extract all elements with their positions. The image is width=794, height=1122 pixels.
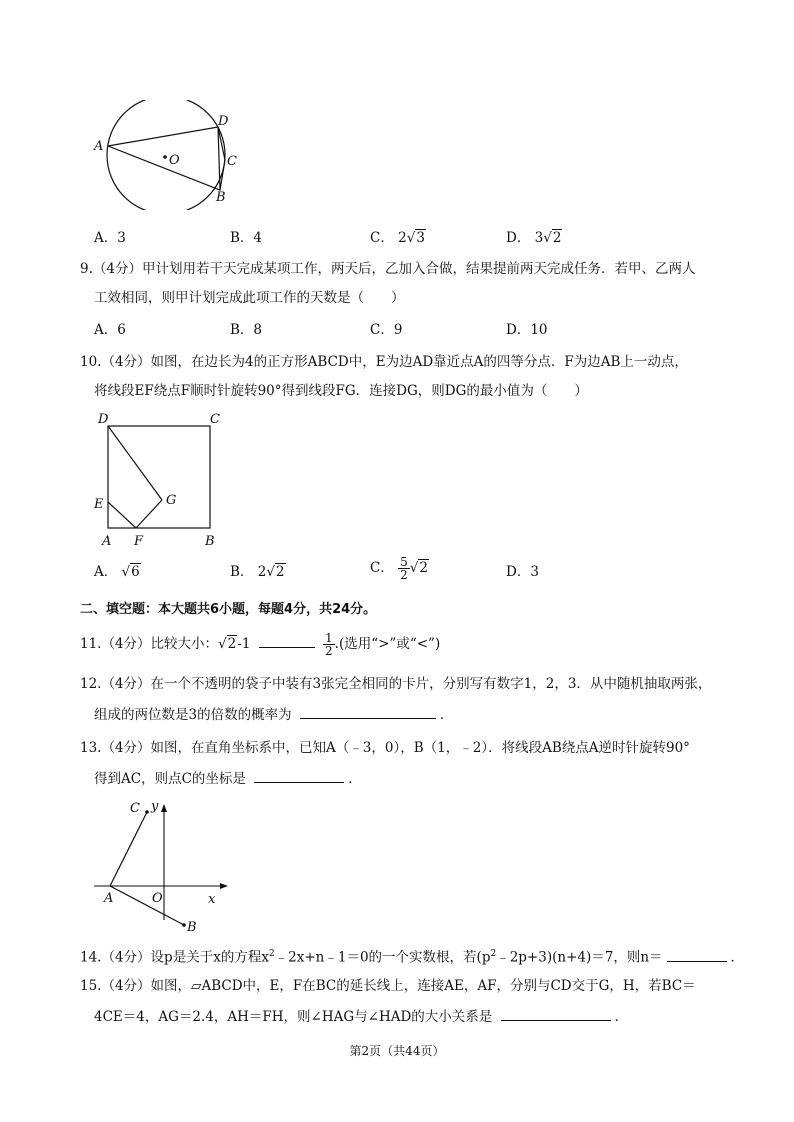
page-footer: 第2页（共44页） <box>349 1044 445 1058</box>
figure-q8-circle <box>90 100 250 210</box>
q9-option-a[interactable]: A．6 <box>94 322 126 338</box>
q8-option-b[interactable]: B．4 <box>230 230 263 246</box>
q9-option-b[interactable]: B．8 <box>230 322 263 338</box>
segment-dg <box>108 426 162 500</box>
section-fill-in-blank-heading: 二、填空题：本大题共6小题，每题4分，共24分。 <box>80 602 377 617</box>
q9-option-c[interactable]: C．9 <box>370 322 403 338</box>
q10-option-d[interactable]: D．3 <box>506 564 539 580</box>
q13-text-line1: 13.（4分）如图，在直角坐标系中，已知A（﹣3，0），B（1，﹣2）．将线段AB绕点A逆时针旋转90° <box>80 740 690 756</box>
label-c: C <box>130 801 140 816</box>
x-axis-arrow <box>220 883 228 889</box>
fraction-5-over-2: $\frac{5}{2}$ <box>400 555 408 582</box>
label-a: A <box>102 534 112 549</box>
q14-text: 14.（4分）设p是关于x的方程$x^2﹣2x+n﹣1=0$的一个实数根，若$(p^2﹣2p+3)(n+4)=7$，则n＝ ． <box>80 944 744 968</box>
label-e: E <box>94 497 104 512</box>
label-d: D <box>218 114 229 129</box>
point-b <box>182 923 186 927</box>
segment-ab <box>110 886 184 925</box>
circle-o <box>107 100 225 210</box>
q10-option-c[interactable]: C． $\frac{5}{2}$ √2 <box>370 555 428 582</box>
q9-text-line2: 工效相同，则甲计划完成此项工作的天数是（ ） <box>94 290 405 306</box>
q11-text: 11.（4分）比较大小：√2-1 $\frac{1}{2}$ .(选用“>”或“<”) <box>80 631 441 658</box>
q8-option-c[interactable]: C． 2√3 <box>370 230 425 246</box>
label-b: B <box>187 920 197 935</box>
label-y: y <box>151 799 159 814</box>
q15-answer-blank[interactable] <box>501 1006 611 1021</box>
segment-fg <box>136 500 162 528</box>
q12-answer-blank[interactable] <box>300 704 436 719</box>
figure-q13-coordinate <box>88 790 238 940</box>
label-f: F <box>134 534 144 549</box>
q9-option-d[interactable]: D．10 <box>506 322 548 338</box>
q9-text-line1: 9.（4分）甲计划用若干天完成某项工作，两天后，乙加入合做，结果提前两天完成任务．若甲、乙两人 <box>80 261 696 277</box>
q10-option-b[interactable]: B． 2√2 <box>230 564 285 580</box>
label-o: O <box>152 891 163 906</box>
label-b: B <box>205 534 215 549</box>
q13-text-line2: 得到AC，则点C的坐标是 ． <box>94 768 362 789</box>
q15-text-line1: 15.（4分）如图，▱ABCD中，E，F在BC的延长线上，连接AE，AF，分别与CD交于G，H，若BC＝ <box>80 978 696 994</box>
label-c: C <box>227 154 237 169</box>
label-g: G <box>166 493 177 508</box>
q11-answer-blank[interactable] <box>259 633 315 648</box>
label-b: B <box>216 190 226 205</box>
label-d: D <box>98 412 109 427</box>
label-a: A <box>104 891 114 906</box>
label-o: O <box>169 153 180 168</box>
q8-option-d[interactable]: D． 3√2 <box>506 230 562 246</box>
q13-answer-blank[interactable] <box>254 768 344 783</box>
q10-text-line1: 10.（4分）如图，在边长为4的正方形ABCD中，E为边AD靠近点A的四等分点．F为边AB上一动点， <box>80 354 688 370</box>
q8-option-a[interactable]: A．3 <box>94 230 126 246</box>
q14-answer-blank[interactable] <box>667 947 727 962</box>
square-abcd <box>108 426 210 528</box>
y-axis-arrow <box>161 804 167 812</box>
q10-text-line2: 将线段EF绕点F顺时针旋转90°得到线段FG．连接DG，则DG的最小值为（ ） <box>94 383 588 399</box>
point-c <box>145 810 149 814</box>
label-c: C <box>210 412 220 427</box>
q10-option-a[interactable]: A． √6 <box>94 564 140 580</box>
q15-text-line2: 4CE＝4，AG＝2.4，AH＝FH，则∠HAG与∠HAD的大小关系是 ． <box>94 1006 628 1027</box>
quadrilateral-abcd <box>108 127 225 190</box>
label-x: x <box>208 892 216 907</box>
center-point-o <box>163 155 167 159</box>
label-a: A <box>94 139 104 154</box>
fraction-1-over-2: $\frac{1}{2}$ <box>325 631 333 658</box>
figure-q10-square <box>90 408 230 550</box>
q12-text-line2: 组成的两位数是3的倍数的概率为 ． <box>94 704 453 725</box>
segment-ef <box>108 502 136 528</box>
q12-text-line1: 12.（4分）在一个不透明的袋子中装有3张完全相同的卡片，分别写有数字1，2，3．从中随机抽取两张， <box>80 676 712 692</box>
segment-ac <box>110 812 147 886</box>
